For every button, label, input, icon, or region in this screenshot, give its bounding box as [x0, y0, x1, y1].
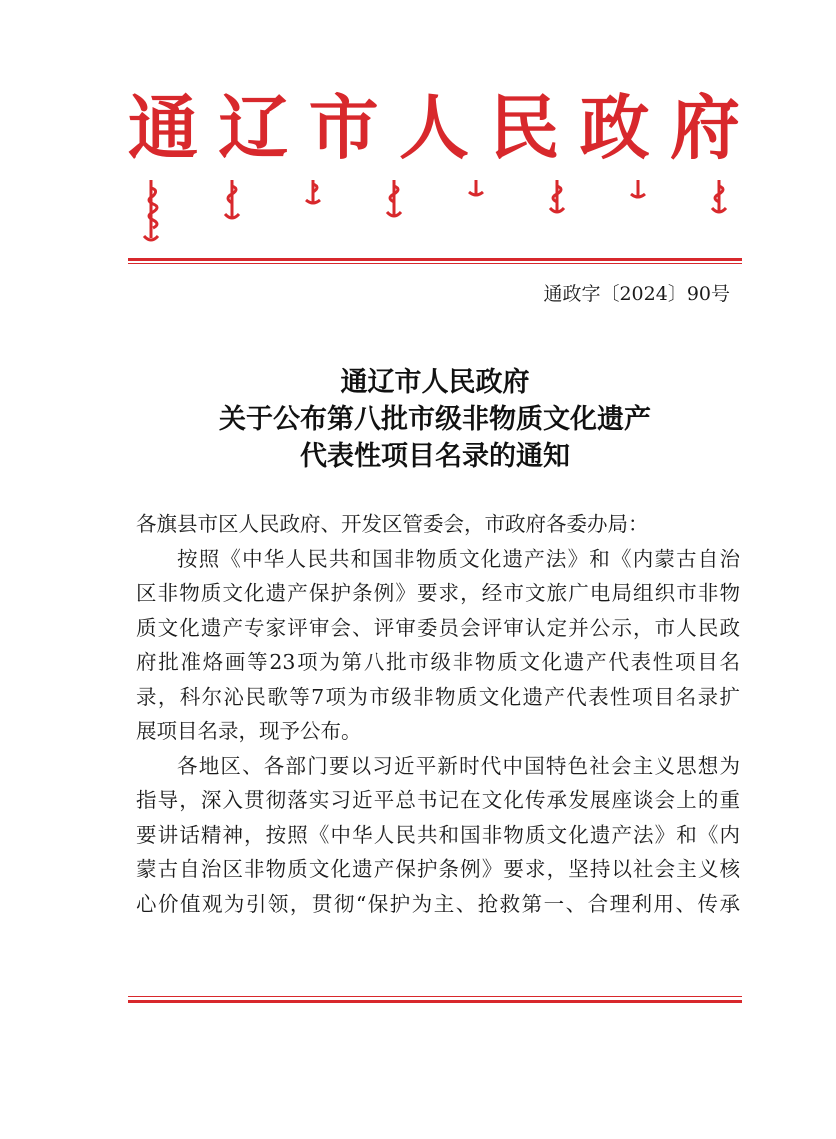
masthead-char: 民	[489, 86, 560, 169]
document-number: 通政字〔2024〕90号	[543, 283, 730, 305]
body-line: 心价值观为引领，贯彻“保护为主、抢救第一、合理利用、传承	[136, 891, 740, 916]
mongolian-word-icon	[465, 178, 487, 200]
mongolian-word-icon	[383, 178, 405, 222]
title-line: 关于公布第八批市级非物质文化遗产	[219, 404, 651, 435]
document-body	[136, 507, 740, 921]
mongolian-word-icon	[708, 178, 730, 218]
masthead-char: 市	[308, 86, 379, 169]
body-line: 质文化遗产专家评审会、评审委员会评审认定并公示，市人民政	[136, 615, 740, 640]
document-title	[128, 364, 742, 475]
body-line: 指导，深入贯彻落实习近平总书记在文化传承发展座谈会上的重	[136, 788, 740, 812]
masthead-char: 辽	[218, 86, 289, 169]
masthead-title	[128, 86, 740, 170]
mongolian-word-icon	[221, 178, 243, 224]
masthead-char: 政	[579, 86, 650, 169]
body-line: 录，科尔沁民歌等7项为市级非物质文化遗产代表性项目名录扩	[136, 684, 740, 709]
mongolian-word-icon	[546, 178, 568, 218]
red-divider-bottom	[128, 1000, 742, 1003]
masthead-char: 府	[669, 86, 740, 169]
body-line: 按照《中华人民共和国非物质文化遗产法》和《内蒙古自治	[177, 546, 740, 571]
red-divider-bottom-thin	[128, 996, 742, 997]
title-line: 代表性项目名录的通知	[300, 441, 570, 472]
mongolian-word-icon	[302, 178, 324, 208]
masthead-char: 通	[128, 86, 198, 169]
body-line: 各地区、各部门要以习近平新时代中国特色社会主义思想为	[177, 753, 740, 778]
salutation: 各旗县市区人民政府、开发区管委会，市政府各委办局：	[136, 512, 649, 536]
body-line: 展项目名录，现予公布。	[136, 719, 362, 743]
body-line: 蒙古自治区非物质文化遗产保护条例》要求，坚持以社会主义核	[136, 857, 740, 881]
body-line: 要讲话精神，按照《中华人民共和国非物质文化遗产法》和《内	[136, 822, 740, 847]
mongolian-script-icon	[140, 178, 730, 248]
mongolian-word-icon	[140, 178, 162, 244]
red-divider-top	[128, 258, 742, 261]
body-line: 府批准烙画等23项为第八批市级非物质文化遗产代表性项目名	[136, 650, 740, 674]
masthead-char: 人	[398, 86, 469, 169]
mongolian-word-icon	[627, 178, 649, 202]
body-line: 区非物质文化遗产保护条例》要求，经市文旅广电局组织市非物	[136, 581, 740, 605]
title-line: 通辽市人民政府	[340, 367, 530, 398]
red-divider-top-thin	[128, 263, 742, 264]
